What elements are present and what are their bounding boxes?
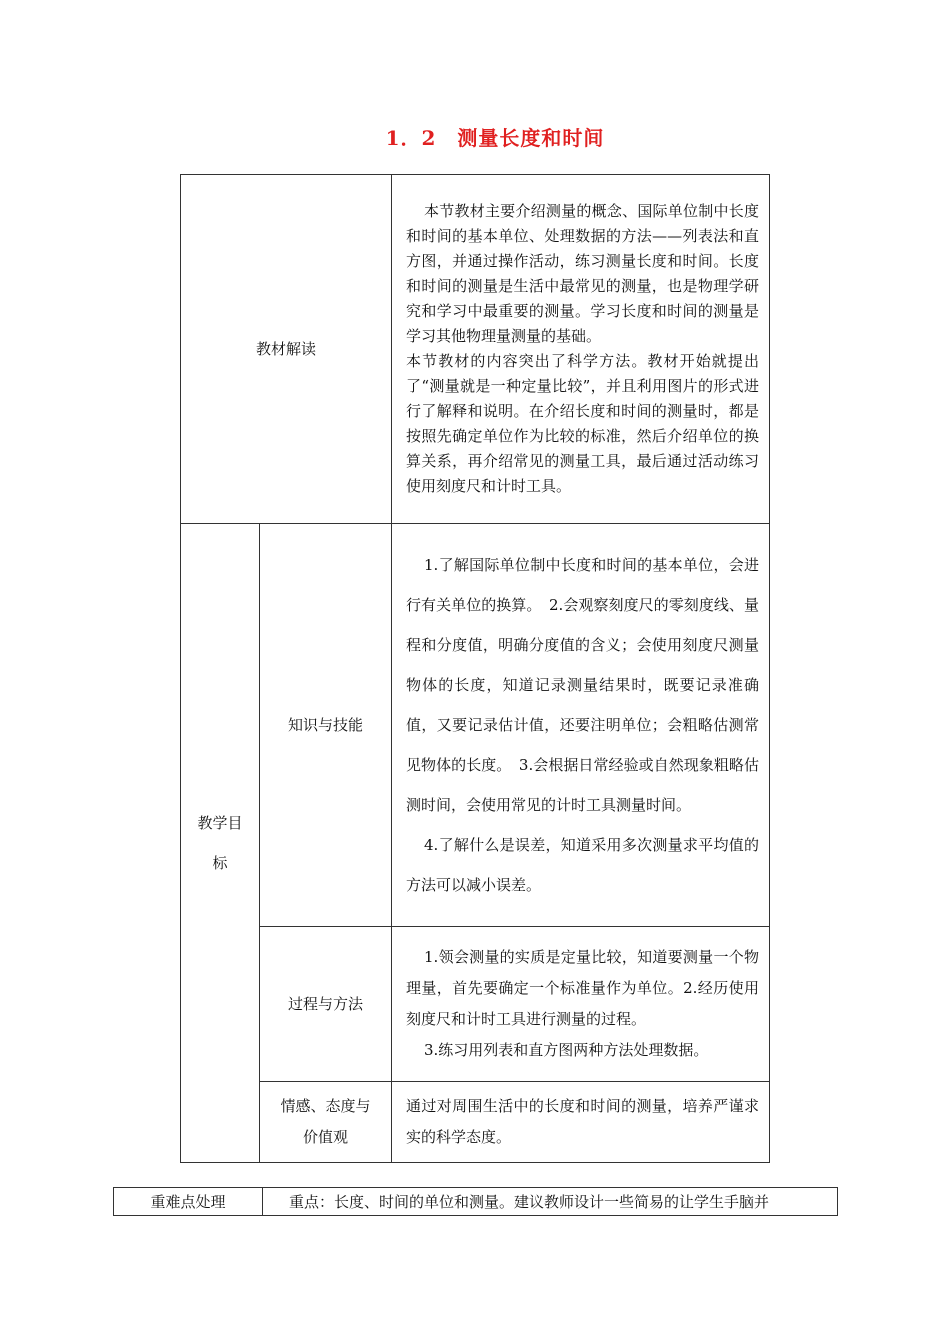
emotion-content xyxy=(392,1082,770,1163)
textbook-label: 教材解读 xyxy=(181,175,392,524)
goals-label: 教学目标 xyxy=(181,524,260,1163)
keypoints-label: 重难点处理 xyxy=(114,1188,263,1216)
textbook-row xyxy=(181,175,770,524)
emotion-label: 情感、态度与价值观 xyxy=(260,1082,392,1163)
process-content xyxy=(392,927,770,1082)
process-label: 过程与方法 xyxy=(260,927,392,1082)
emotion-text: 通过对周围生活中的长度和时间的测量，培养严谨求实的科学态度。 xyxy=(406,1097,759,1146)
knowledge-row xyxy=(181,524,770,927)
lesson-table xyxy=(180,174,770,1163)
textbook-content xyxy=(392,175,770,524)
process-paragraph-2: 3.练习用列表和直方图两种方法处理数据。 xyxy=(424,1041,709,1059)
textbook-paragraph-1: 本节教材主要介绍测量的概念、国际单位制中长度和时间的基本单位、处理数据的方法——列表法和直方图，并通过操作活动，练习测量长度和时间。长度和时间的测量是生活中最常见的测量，也是物理学研究和学习中最重要的测量。学习长度和时间的测量是学习其他物理量测量的基础。 xyxy=(406,202,759,345)
keypoints-text: 重点：长度、时间的单位和测量。建议教师设计一些简易的让学生手脑并 xyxy=(263,1188,838,1216)
keypoints-table xyxy=(113,1187,838,1216)
keypoints-row xyxy=(114,1188,838,1216)
emotion-row xyxy=(181,1082,770,1163)
knowledge-paragraph-1: 1.了解国际单位制中长度和时间的基本单位，会进行有关单位的换算。 2.会观察刻度尺的零刻度线、量程和分度值，明确分度值的含义；会使用刻度尺测量物体的长度，知道记录测量结果时，既要记录准确值，又要记录估计值，还要注明单位；会粗略估测常见物体的长度。 3.会根据日常经验或自然现象粗略估测时间，会使用常见的计时工具测量时间。 xyxy=(406,556,759,814)
textbook-paragraph-2: 本节教材的内容突出了科学方法。教材开始就提出了“测量就是一种定量比较”，并且利用图片的形式进行了解释和说明。在介绍长度和时间的测量时，都是按照先确定单位作为比较的标准，然后介绍单位的换算关系，再介绍常见的测量工具，最后通过活动练习使用刻度尺和计时工具。 xyxy=(406,352,759,495)
knowledge-label: 知识与技能 xyxy=(260,524,392,927)
knowledge-content xyxy=(392,524,770,927)
knowledge-paragraph-2: 4.了解什么是误差，知道采用多次测量求平均值的方法可以减小误差。 xyxy=(406,836,759,894)
page-title: 1．2 测量长度和时间 xyxy=(385,126,605,150)
process-paragraph-1: 1.领会测量的实质是定量比较，知道要测量一个物理量，首先要确定一个标准量作为单位。2.经历使用刻度尺和计时工具进行测量的过程。 xyxy=(406,948,759,1028)
process-row xyxy=(181,927,770,1082)
